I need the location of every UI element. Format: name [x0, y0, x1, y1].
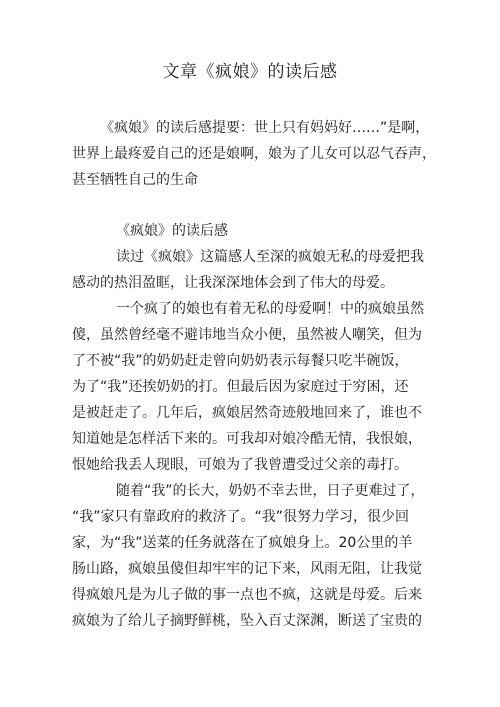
paragraph-line: 得疯娘凡是为儿子做的事一点也不疯，这就是母爱。后来 — [72, 587, 422, 603]
summary-line: 甚至牺牲自己的生命 — [72, 172, 198, 188]
paragraph-line: 了不被“我”的奶奶赶走曾向奶奶表示每餐只吃半碗饭， — [72, 353, 409, 369]
section-heading-block — [72, 218, 432, 244]
paragraph-line: 一个疯了的娘也有着无私的母爱啊！中的疯娘虽然 — [116, 301, 424, 317]
body-text — [72, 244, 432, 634]
paragraph-line: 傻，虽然曾经毫不避讳地当众小便，虽然被人嘲笑，但为 — [72, 327, 422, 343]
paragraph-line: “我”家只有靠政府的救济了。“我”很努力学习，很少回 — [72, 509, 410, 525]
summary-paragraph — [72, 115, 436, 193]
paragraph-line: 是被赶走了。几年后，疯娘居然奇迹般地回来了，谁也不 — [72, 405, 422, 421]
paragraph-line: 家，为“我”送菜的任务就落在了疯娘身上。20公里的羊 — [72, 535, 413, 551]
paragraph-line: 随着“我”的长大，奶奶不幸去世，日子更难过了， — [116, 483, 425, 499]
paragraph-line: 疯娘为了给儿子摘野鲜桃，坠入百丈深渊，断送了宝贵的 — [72, 613, 422, 629]
section-heading: 《疯娘》的读后感 — [116, 223, 228, 239]
page-title: 文章《疯娘》的读后感 — [162, 62, 338, 82]
paragraph-line: 感动的热泪盈眶，让我深深地体会到了伟大的母爱。 — [72, 275, 394, 291]
paragraph-line: 知道她是怎样活下来的。可我却对娘冷酷无情，我恨娘， — [72, 431, 422, 447]
summary-line: 世界上最疼爱自己的还是娘啊，娘为了儿女可以忍气吞声， — [72, 146, 436, 162]
summary-line: 《疯娘》的读后感提要：世上只有妈妈好……”是啊， — [100, 120, 430, 136]
paragraph-line: 读过《疯娘》这篇感人至深的疯娘无私的母爱把我 — [116, 249, 424, 265]
paragraph-line: 为了“我”还挨奶奶的打。但最后因为家庭过于穷困，还 — [72, 379, 409, 395]
paragraph-line: 肠山路，疯娘虽傻但却牢牢的记下来，风雨无阻，让我觉 — [72, 561, 422, 577]
paragraph-line: 恨她给我丢人现眼，可娘为了我曾遭受过父亲的毒打。 — [72, 457, 408, 473]
